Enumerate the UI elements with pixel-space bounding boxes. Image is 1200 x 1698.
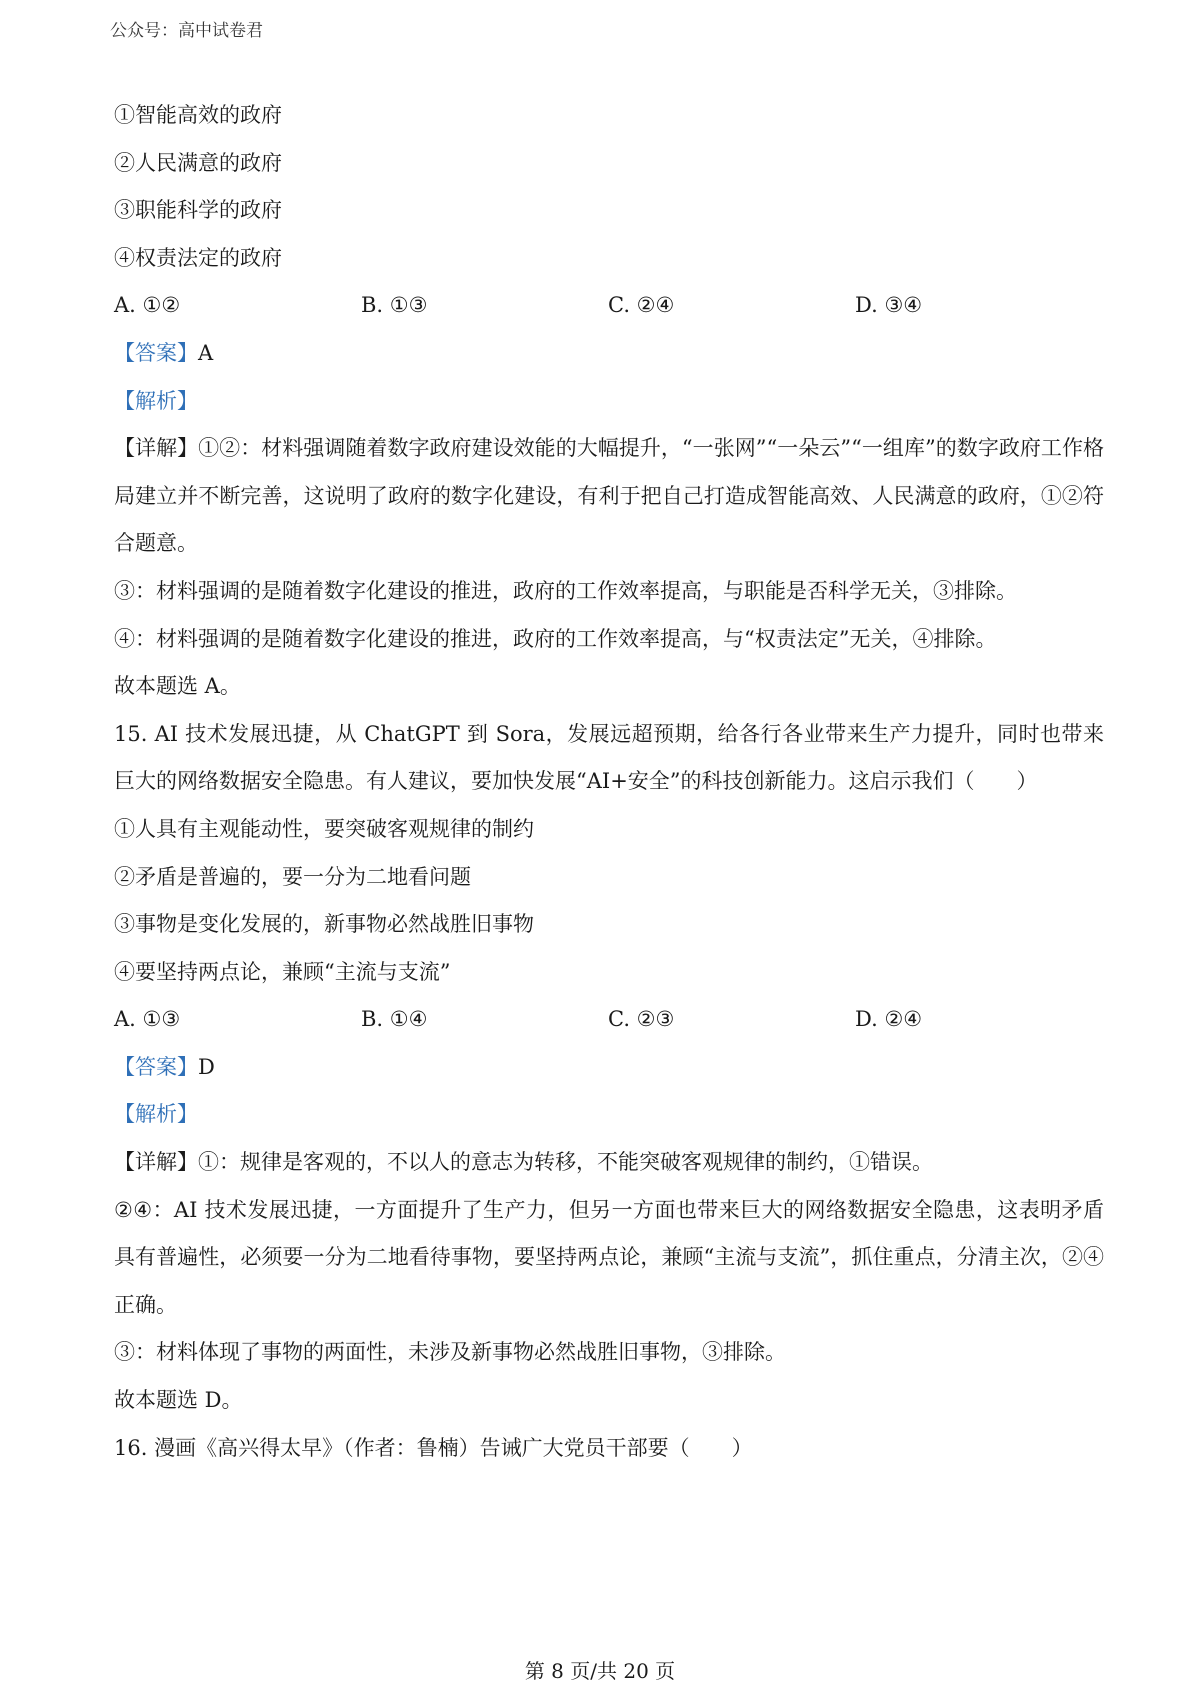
page-footer: 第 8 页/共 20 页 [524, 1659, 676, 1683]
q14-detail-1-text: ①②：材料强调随着数字政府建设效能的大幅提升，“一张网”“一朵云”“一组库”的数字政府工作格局建立并不断完善，这说明了政府的数字化建设，有利于把自己打造成智能高效、人民满意的政府，①②符合题意。 [114, 436, 1104, 556]
q14-option-d: D. ③④ [855, 293, 923, 318]
q14-item-3: ③职能科学的政府 [114, 198, 282, 223]
q14-answer-tag: 【答案】 [114, 340, 198, 365]
q15-analysis [114, 1091, 1104, 1139]
q14-answer-value: A [198, 340, 214, 365]
q15-stem: 15. AI 技术发展迅捷，从 ChatGPT 到 Sora，发展远超预期，给各行各业带来生产力提升，同时也带来巨大的网络数据安全隐患。有人建议，要加快发展“AI+安全”的科技创新能力。这启示我们（ ） [114, 721, 1104, 794]
q15-detail-1 [114, 1139, 1104, 1187]
q15-detail-3: ③：材料体现了事物的两面性，未涉及新事物必然战胜旧事物，③排除。 [114, 1340, 786, 1365]
q14-option-c: C. ②④ [608, 293, 675, 318]
q15-answer [114, 1044, 1104, 1092]
page-header: 公众号：高中试卷君 [110, 21, 263, 41]
q15-detail-tag: 【详解】 [114, 1150, 198, 1175]
q14-detail-3: ④：材料强调的是随着数字化建设的推进，政府的工作效率提高，与“权责法定”无关，④排除。 [114, 626, 997, 651]
q14-item-4: ④权责法定的政府 [114, 245, 282, 270]
q14-option-b: B. ①③ [361, 293, 428, 318]
q15-analysis-tag: 【解析】 [114, 1102, 198, 1127]
q14-analysis-tag: 【解析】 [114, 388, 198, 413]
q14-item-1: ①智能高效的政府 [114, 103, 282, 127]
q15-option-d: D. ②④ [855, 1007, 923, 1032]
q15-option-a: A. ①③ [114, 1007, 181, 1032]
q14-item-2: ②人民满意的政府 [114, 150, 282, 175]
q14-answer [114, 330, 1104, 378]
q14-detail-2: ③：材料强调的是随着数字化建设的推进，政府的工作效率提高，与职能是否科学无关，③排除。 [114, 578, 1017, 603]
q15-options [114, 996, 1104, 1044]
q15-option-c: C. ②③ [608, 1007, 675, 1032]
q15-detail-1-text: ①：规律是客观的，不以人的意志为转移，不能突破客观规律的制约，①错误。 [198, 1150, 933, 1175]
q15-option-b: B. ①④ [361, 1007, 428, 1032]
q14-detail-tag: 【详解】 [114, 436, 199, 461]
q15-conclusion: 故本题选 D。 [114, 1388, 243, 1413]
q15-answer-value: D [198, 1054, 215, 1079]
q14-analysis [114, 378, 1104, 426]
q15-answer-tag: 【答案】 [114, 1054, 198, 1079]
q14-conclusion: 故本题选 A。 [114, 674, 241, 699]
q15-item-2: ②矛盾是普遍的，要一分为二地看问题 [114, 864, 471, 889]
q15-item-3: ③事物是变化发展的，新事物必然战胜旧事物 [114, 912, 534, 937]
q14-options [114, 282, 1104, 330]
q16-stem: 16. 漫画《高兴得太早》（作者：鲁楠）告诫广大党员干部要（ ） [114, 1435, 753, 1460]
q15-item-4: ④要坚持两点论，兼顾“主流与支流” [114, 959, 451, 984]
q14-detail-1 [114, 425, 1104, 568]
document-body [114, 92, 1104, 1472]
q15-detail-2: ②④：AI 技术发展迅捷，一方面提升了生产力，但另一方面也带来巨大的网络数据安全隐患，这表明矛盾具有普遍性，必须要一分为二地看待事物，要坚持两点论，兼顾“主流与支流”，抓住重点，分清主次，②④正确。 [114, 1197, 1104, 1317]
q14-option-a: A. ①② [114, 293, 181, 318]
q15-item-1: ①人具有主观能动性，要突破客观规律的制约 [114, 816, 534, 841]
